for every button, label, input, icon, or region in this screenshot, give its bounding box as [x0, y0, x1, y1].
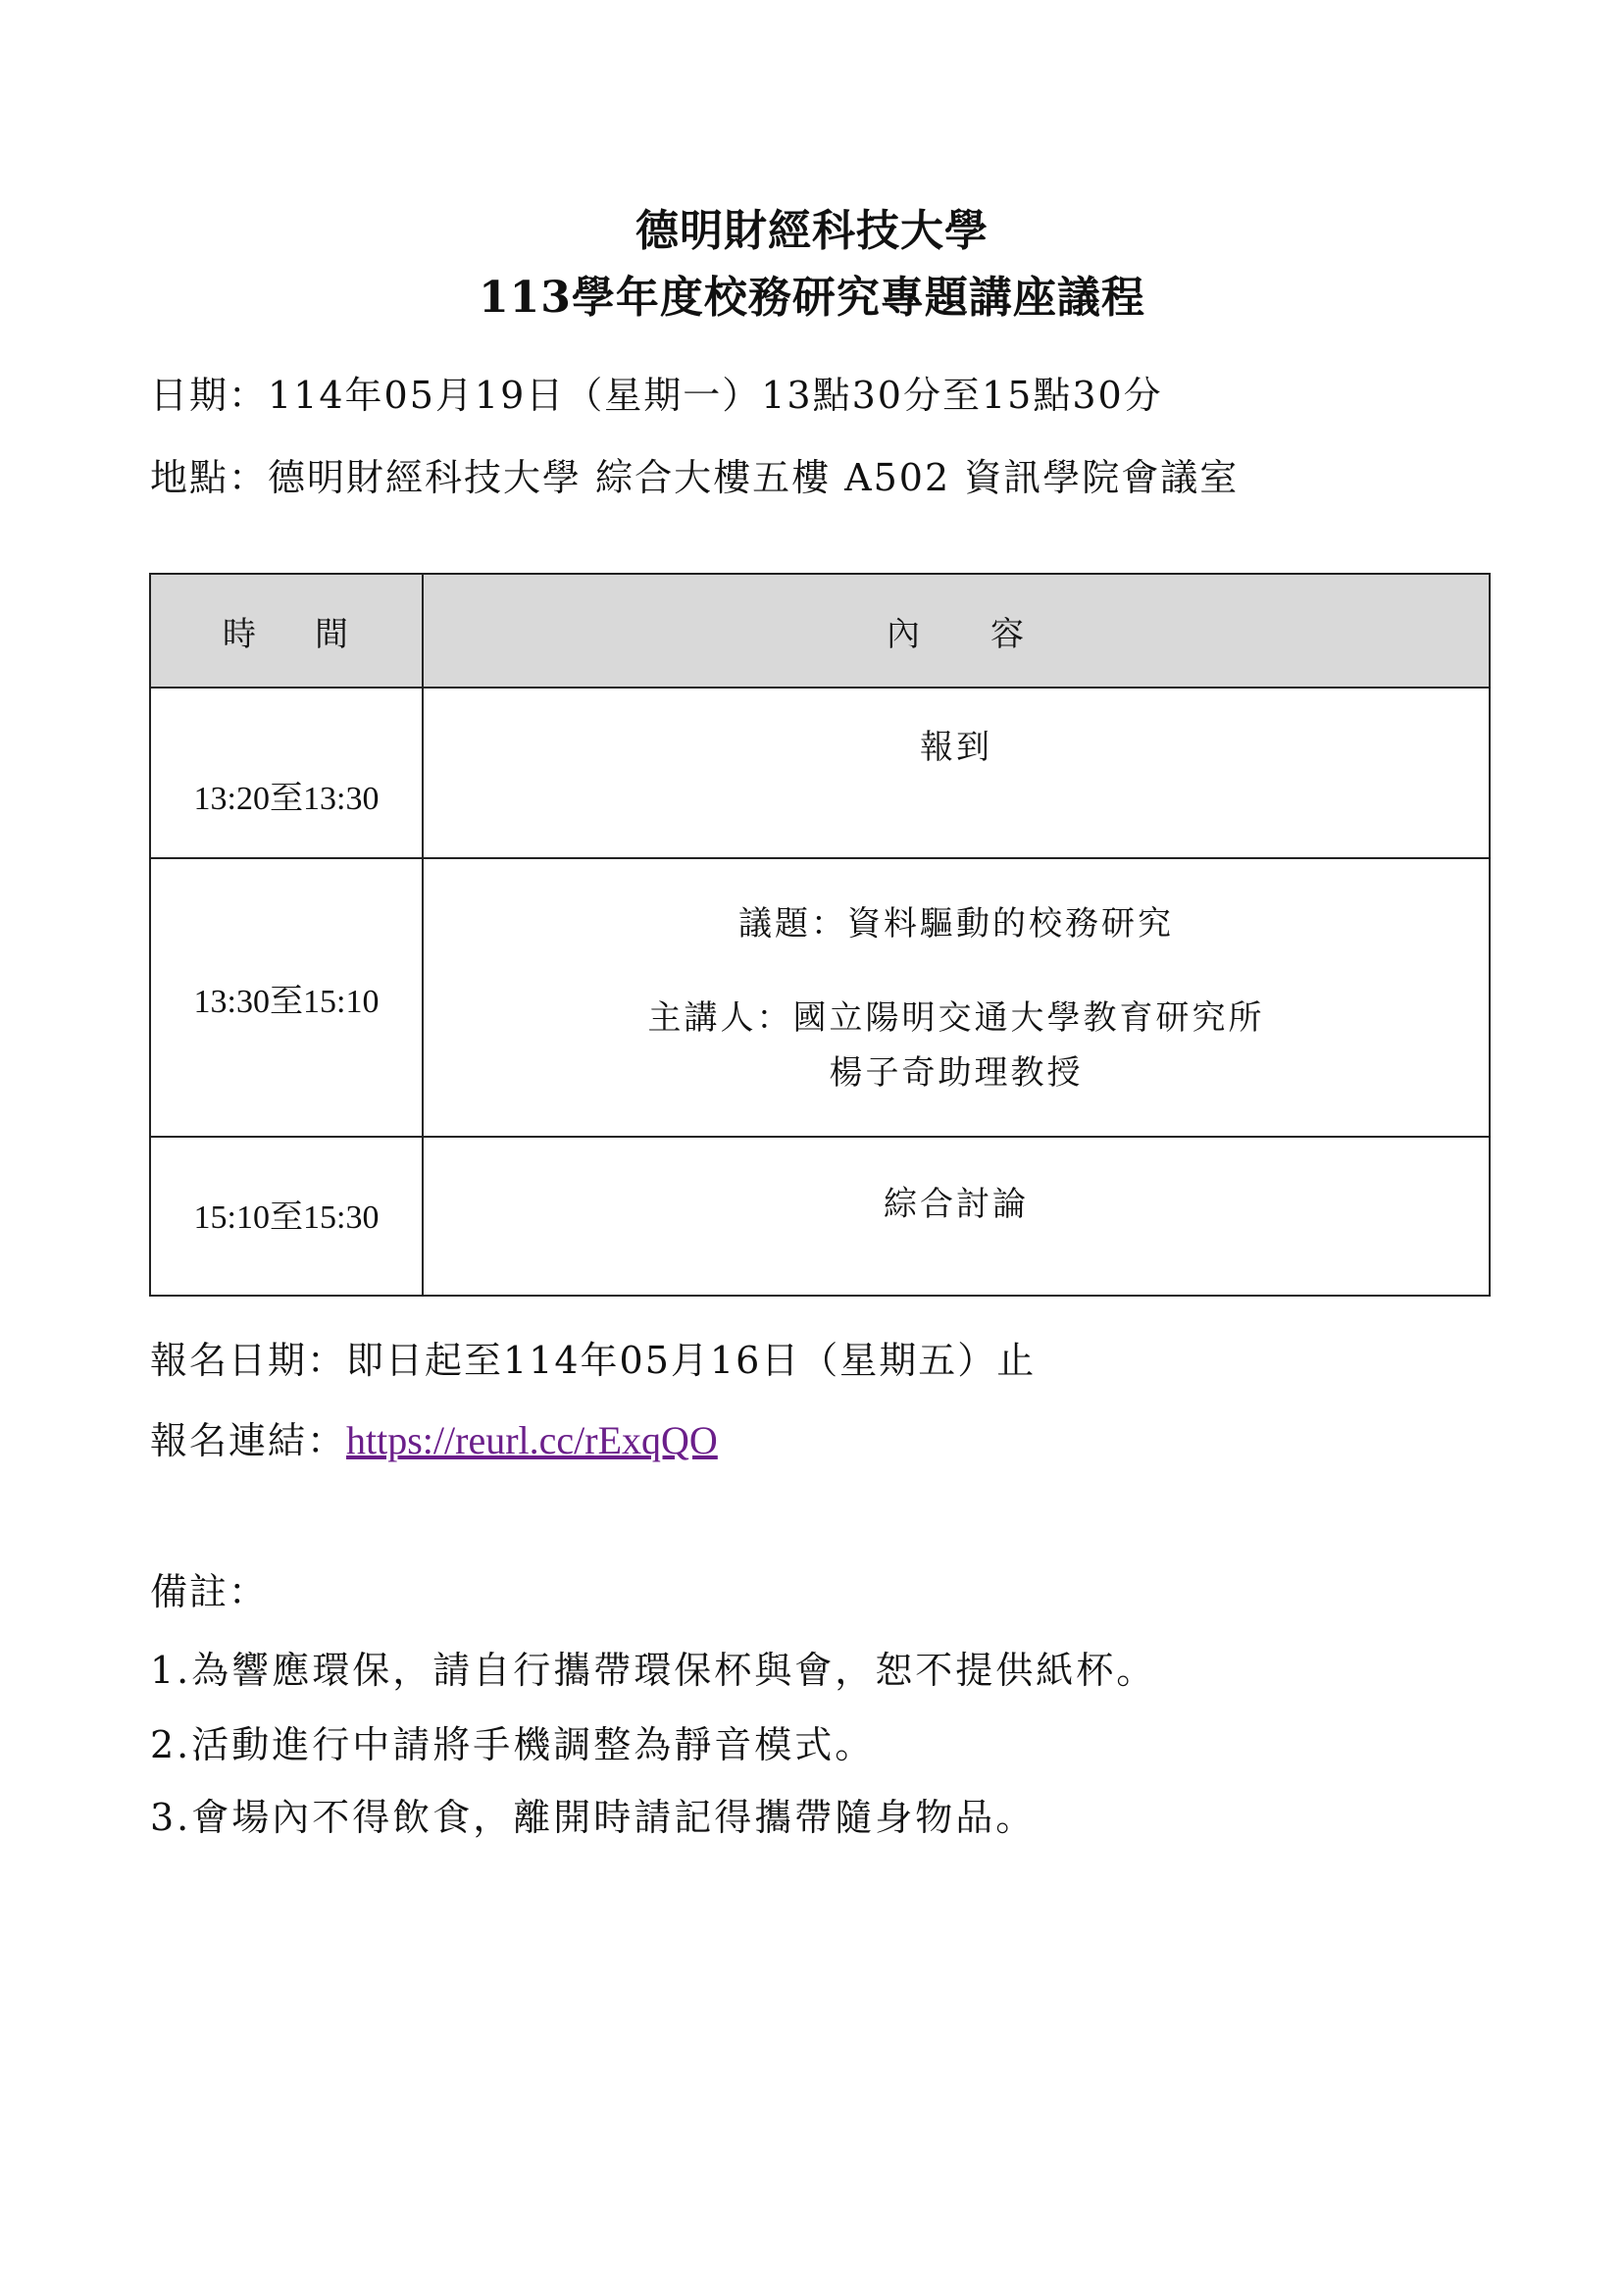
- note-item: 3.會場內不得飲食，離開時請記得攜帶隨身物品。: [150, 1796, 1037, 1839]
- notes-label: 備註：: [150, 1570, 269, 1613]
- table-row: [150, 858, 1490, 1137]
- event-title: 113學年度校務研究專題講座議程: [479, 273, 1145, 323]
- time-cell: 15:10至15:30: [150, 1137, 423, 1296]
- registration-date: [150, 1336, 1036, 1385]
- time-cell: 13:30至15:10: [150, 858, 423, 1137]
- speaker-line: 主講人：國立陽明交通大學教育研究所: [647, 998, 1265, 1038]
- university-title: 德明財經科技大學: [635, 206, 989, 256]
- registration-link-label: 報名連結：: [150, 1419, 347, 1462]
- place-label: 地點：: [150, 456, 269, 499]
- note-item: 1.為響應環保，請自行攜帶環保杯與會，恕不提供紙杯。: [150, 1649, 1157, 1692]
- topic-line: 議題：資料驅動的校務研究: [738, 904, 1174, 944]
- header-time-char-1: 時: [223, 614, 258, 654]
- registration-link-line: [150, 1416, 718, 1465]
- content-cell: [423, 1137, 1490, 1296]
- agenda-header-row: [150, 574, 1490, 688]
- content-cell: [423, 858, 1490, 1137]
- registration-link[interactable]: https://reurl.cc/rExqQO: [346, 1418, 718, 1462]
- table-row: [150, 1137, 1490, 1296]
- note-item: 2.活動進行中請將手機調整為靜音模式。: [150, 1723, 876, 1766]
- event-date: [150, 371, 1163, 420]
- date-label: 日期：: [150, 374, 269, 417]
- content-line: 報到: [920, 728, 992, 767]
- registration-date-value: 即日起至114年05月16日（星期五）止: [346, 1339, 1037, 1382]
- header-content-char-1: 內: [887, 614, 922, 654]
- agenda-table: [149, 573, 1491, 1297]
- registration-date-label: 報名日期：: [150, 1339, 347, 1382]
- content-cell: [423, 688, 1490, 858]
- date-value: 114年05月19日（星期一）13點30分至15點30分: [268, 374, 1163, 417]
- table-row: [150, 688, 1490, 858]
- place-value: 德明財經科技大學 綜合大樓五樓 A502 資訊學院會議室: [268, 456, 1240, 499]
- content-line: 綜合討論: [884, 1185, 1029, 1224]
- speaker-name-line: 楊子奇助理教授: [829, 1053, 1084, 1093]
- header-content-char-2: 容: [990, 614, 1026, 654]
- header-time-char-2: 間: [315, 614, 350, 654]
- header-content: [423, 574, 1490, 688]
- event-place: [150, 453, 1239, 502]
- time-cell: 13:20至13:30: [150, 688, 423, 858]
- header-time: [150, 574, 423, 688]
